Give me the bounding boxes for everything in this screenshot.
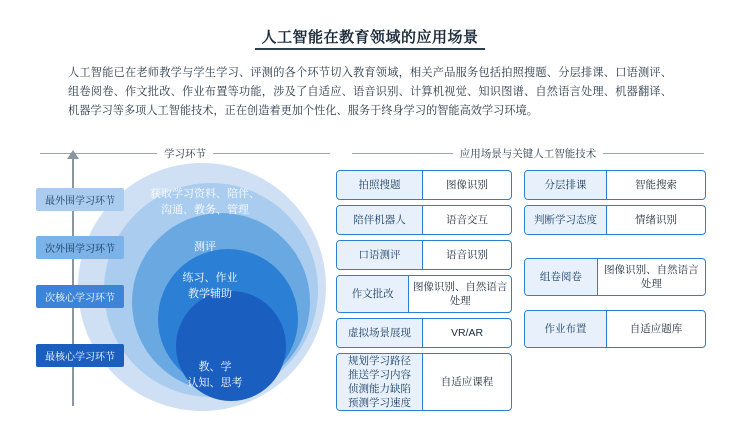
rule-left bbox=[352, 153, 453, 154]
rule-right bbox=[213, 153, 330, 154]
page-title: 人工智能在教育领域的应用场景 bbox=[261, 29, 479, 46]
rule-right bbox=[603, 153, 704, 154]
stage-chip-outermost: 最外围学习环节 bbox=[36, 188, 124, 211]
scenario-tech: 图像识别、自然语言处理 bbox=[604, 264, 699, 290]
scenario-tech: 情绪识别 bbox=[635, 214, 677, 226]
scenario-tech: 图像识别 bbox=[446, 179, 488, 191]
scenario-card bbox=[336, 170, 512, 200]
scenario-card bbox=[524, 205, 706, 235]
scenario-name: 陪伴机器人 bbox=[337, 206, 423, 234]
scenario-tech: 自适应课程 bbox=[440, 376, 494, 388]
scenario-name: 作文批改 bbox=[337, 276, 409, 312]
ring-label-core: 教、学 认知、思考 bbox=[187, 361, 243, 389]
scenario-card bbox=[336, 275, 512, 313]
stage-chip-third: 次核心学习环节 bbox=[36, 285, 124, 308]
scenario-name: 组卷阅卷 bbox=[525, 259, 598, 295]
title-underline bbox=[255, 48, 485, 50]
scenario-name: 虚拟场景展现 bbox=[337, 319, 423, 347]
scenario-card bbox=[524, 310, 706, 348]
scenario-name: 规划学习路径 推送学习内容 侦测能力缺陷 预测学习速度 bbox=[337, 354, 423, 410]
scenario-name: 拍照搜题 bbox=[337, 171, 423, 199]
stage-chip-core: 最核心学习环节 bbox=[36, 344, 124, 367]
ring-label-outer: 获取学习资料、陪伴、 沟通、教务、管理 bbox=[150, 188, 260, 216]
ring-label-third: 练习、作业 教学辅助 bbox=[182, 272, 238, 300]
scenario-name: 分层排课 bbox=[525, 171, 607, 199]
stage-chip-second: 次外围学习环节 bbox=[36, 236, 124, 259]
scenario-name: 口语测评 bbox=[337, 241, 423, 269]
intro-paragraph: 人工智能已在老师教学与学生学习、评测的各个环节切入教育领域，相关产品服务包括拍照搜题、分层排课、口语测评、组卷阅卷、作文批改、作业布置等功能，涉及了自适应、语音识别、计算机视觉、知识图谱、自然语言处理、机器翻译、机器学习等多项人工智能技术，正在创造着更加个性化、服务于终身学习的智能高效学习环境。 bbox=[68, 67, 672, 117]
section-label-right: 应用场景与关键人工智能技术 bbox=[459, 148, 597, 160]
rule-left bbox=[40, 153, 157, 154]
scenario-tech: 图像识别、自然语言处理 bbox=[412, 281, 508, 307]
scenario-name: 判断学习态度 bbox=[525, 206, 607, 234]
scenario-card bbox=[336, 318, 512, 348]
scenario-card bbox=[524, 170, 706, 200]
scenario-card bbox=[336, 240, 512, 270]
scenario-tech: 语音识别 bbox=[446, 249, 488, 261]
section-label-left: 学习环节 bbox=[164, 148, 206, 160]
scenario-tech: 语音交互 bbox=[446, 214, 488, 226]
ring-label-second: 测评 bbox=[194, 241, 216, 253]
section-header-scenarios bbox=[352, 146, 704, 161]
scenario-card bbox=[336, 205, 512, 235]
scenario-card bbox=[524, 258, 706, 296]
section-header-learning-stages bbox=[40, 146, 330, 161]
scenario-tech: 智能搜索 bbox=[635, 179, 677, 191]
scenario-name: 作业布置 bbox=[525, 311, 607, 347]
scenario-tech: VR/AR bbox=[450, 327, 484, 339]
scenario-tech: 自适应题库 bbox=[629, 323, 683, 335]
scenario-card bbox=[336, 353, 512, 411]
